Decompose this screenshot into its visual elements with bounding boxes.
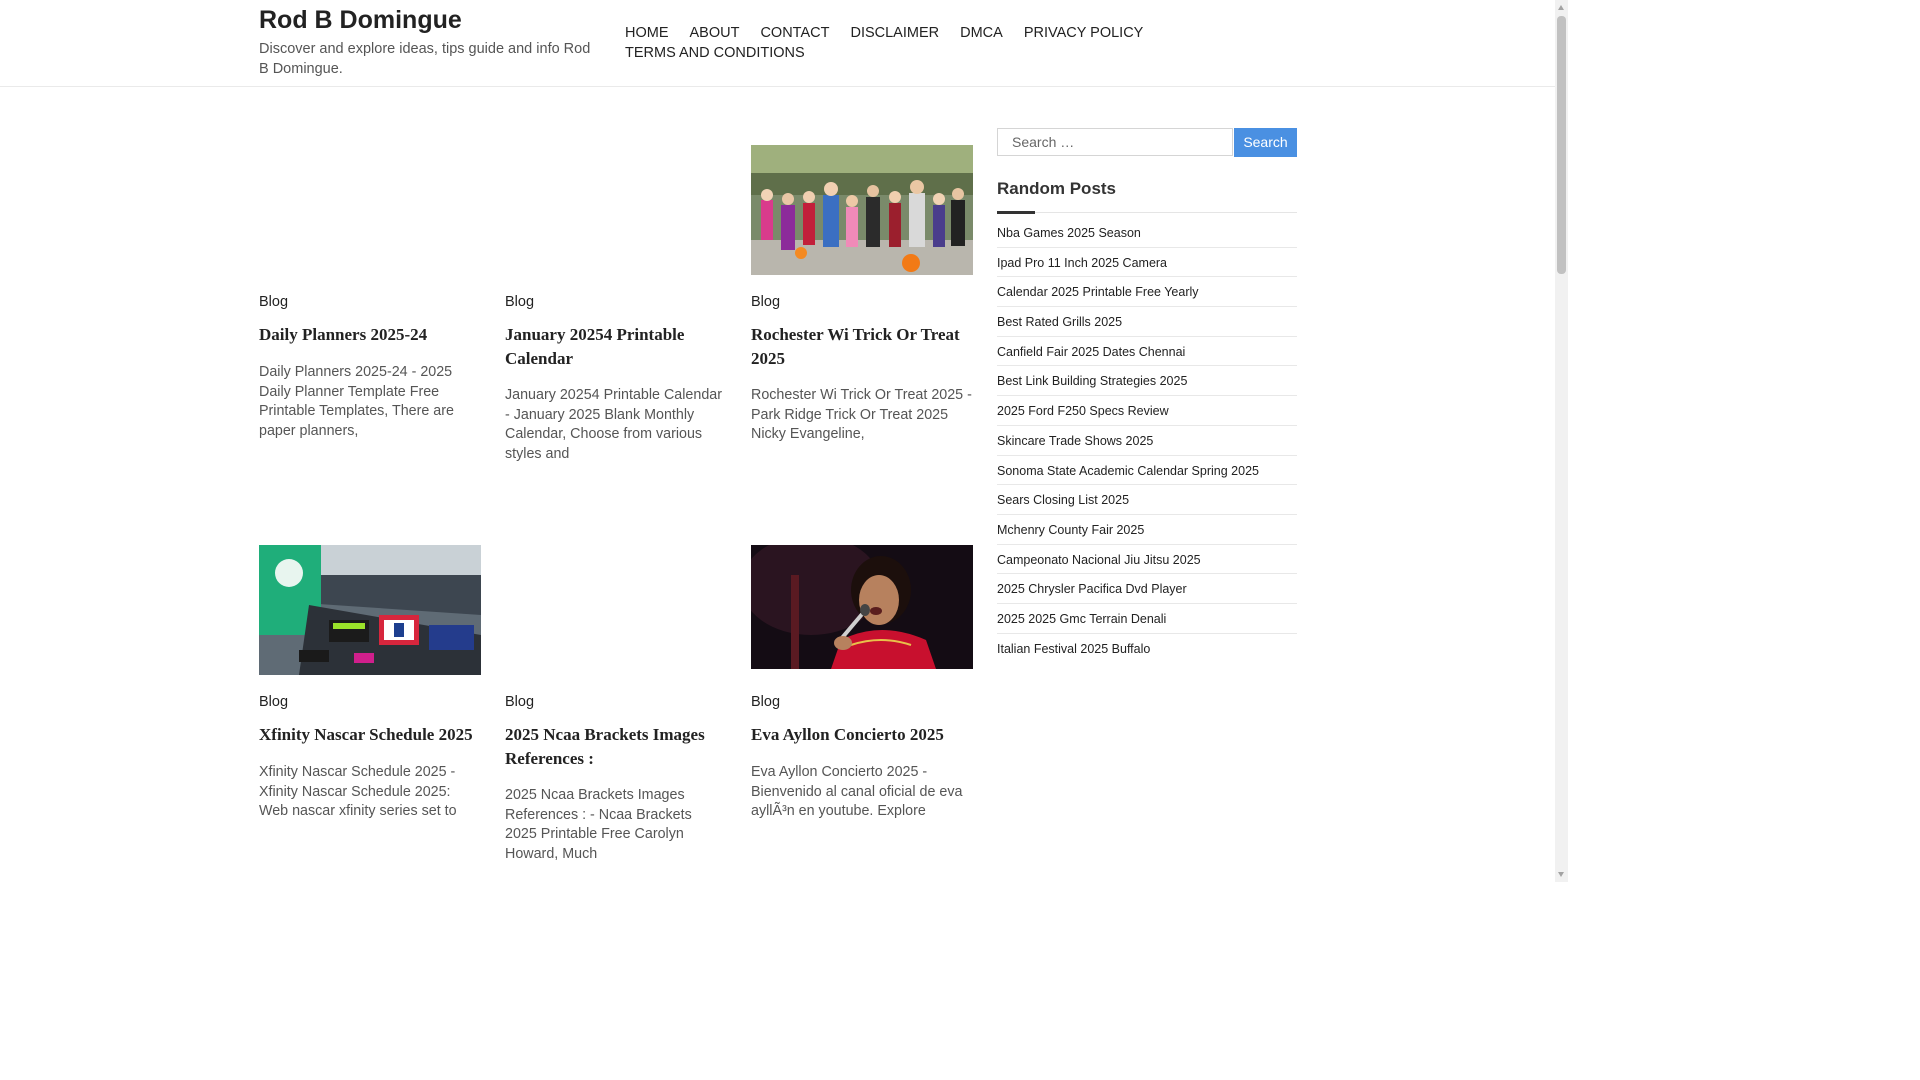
post-thumbnail[interactable] <box>259 545 481 675</box>
scroll-down-arrow-icon[interactable] <box>1558 872 1564 877</box>
nav-about[interactable]: ABOUT <box>689 25 740 41</box>
trick-or-treat-photo <box>751 145 973 275</box>
post-title[interactable]: Eva Ayllon Concierto 2025 <box>751 725 944 744</box>
post-title[interactable]: 2025 Ncaa Brackets Images References : <box>505 725 705 768</box>
post-excerpt: Eva Ayllon Concierto 2025 - Bienvenido al canal oficial de eva ayllÃ³n en youtube. Explore <box>751 764 963 820</box>
scrollbar-thumb[interactable] <box>1557 16 1566 274</box>
site-header <box>0 0 1555 87</box>
post-thumbnail[interactable] <box>751 145 973 275</box>
random-post-link[interactable]: Italian Festival 2025 Buffalo <box>997 641 1151 656</box>
post-excerpt: Xfinity Nascar Schedule 2025 - Xfinity Nascar Schedule 2025: Web nascar xfinity series set to <box>259 764 457 820</box>
singer-concert-photo <box>751 545 973 669</box>
random-post-link[interactable]: Nba Games 2025 Season <box>997 218 1297 248</box>
post-excerpt: Rochester Wi Trick Or Treat 2025 - Park Ridge Trick Or Treat 2025 Nicky Evangeline, <box>751 387 972 443</box>
post-category[interactable]: Blog <box>505 694 535 710</box>
scroll-up-arrow-icon[interactable] <box>1558 5 1564 10</box>
page-scrollbar[interactable] <box>1555 0 1568 882</box>
random-post-link[interactable]: Mchenry County Fair 2025 <box>997 515 1297 545</box>
nav-terms[interactable]: TERMS AND CONDITIONS <box>625 45 805 61</box>
search-input[interactable]: Search … <box>997 128 1233 156</box>
random-post-link[interactable]: Ipad Pro 11 Inch 2025 Camera <box>997 248 1297 278</box>
main-nav <box>625 23 1185 63</box>
random-post-link[interactable]: Sonoma State Academic Calendar Spring 2025 <box>997 456 1297 486</box>
post-category[interactable]: Blog <box>259 694 289 710</box>
random-post-link[interactable]: Canfield Fair 2025 Dates Chennai <box>997 337 1297 367</box>
random-post-link[interactable]: Calendar 2025 Printable Free Yearly <box>997 277 1297 307</box>
random-post-link[interactable]: Skincare Trade Shows 2025 <box>997 426 1297 456</box>
random-posts-list <box>997 218 1297 663</box>
random-posts-title: Random Posts <box>997 179 1117 198</box>
random-post-link[interactable]: Best Rated Grills 2025 <box>997 307 1297 337</box>
nascar-track-photo <box>259 545 481 675</box>
random-post-link[interactable]: 2025 Chrysler Pacifica Dvd Player <box>997 574 1297 604</box>
post-category[interactable]: Blog <box>751 294 781 310</box>
post-title[interactable]: Rochester Wi Trick Or Treat 2025 <box>751 325 960 368</box>
random-post-link[interactable]: 2025 Ford F250 Specs Review <box>997 396 1297 426</box>
widget-title-underline <box>997 211 1035 214</box>
nav-contact[interactable]: CONTACT <box>760 25 830 41</box>
post-category[interactable]: Blog <box>505 294 535 310</box>
post-title[interactable]: Daily Planners 2025-24 <box>259 325 428 344</box>
post-category[interactable]: Blog <box>751 694 781 710</box>
widget-divider <box>997 212 1297 213</box>
nav-privacy-policy[interactable]: PRIVACY POLICY <box>1023 25 1144 41</box>
nav-dmca[interactable]: DMCA <box>960 25 1003 41</box>
post-title[interactable]: January 20254 Printable Calendar <box>505 325 685 368</box>
post-excerpt: 2025 Ncaa Brackets Images References : - Ncaa Brackets 2025 Printable Free Carolyn Howard, Much <box>505 787 692 862</box>
post-excerpt: January 20254 Printable Calendar - January 2025 Blank Monthly Calendar, Choose from various styles and <box>505 387 722 462</box>
nav-disclaimer[interactable]: DISCLAIMER <box>850 25 940 41</box>
site-title[interactable]: Rod B Domingue <box>259 6 462 34</box>
random-post-link[interactable]: Best Link Building Strategies 2025 <box>997 366 1297 396</box>
search-button[interactable]: Search <box>1234 128 1297 157</box>
nav-home[interactable]: HOME <box>625 25 669 41</box>
post-thumbnail[interactable] <box>751 545 973 669</box>
random-post-link[interactable]: Campeonato Nacional Jiu Jitsu 2025 <box>997 545 1297 575</box>
site-description: Discover and explore ideas, tips guide and info Rod B Domingue. <box>259 41 591 77</box>
random-post-link[interactable]: 2025 2025 Gmc Terrain Denali <box>997 604 1297 634</box>
post-category[interactable]: Blog <box>259 294 289 310</box>
post-excerpt: Daily Planners 2025-24 - 2025 Daily Planner Template Free Printable Templates, There are paper planners, <box>259 364 454 439</box>
post-title[interactable]: Xfinity Nascar Schedule 2025 <box>259 725 473 744</box>
random-post-link[interactable]: Sears Closing List 2025 <box>997 485 1297 515</box>
